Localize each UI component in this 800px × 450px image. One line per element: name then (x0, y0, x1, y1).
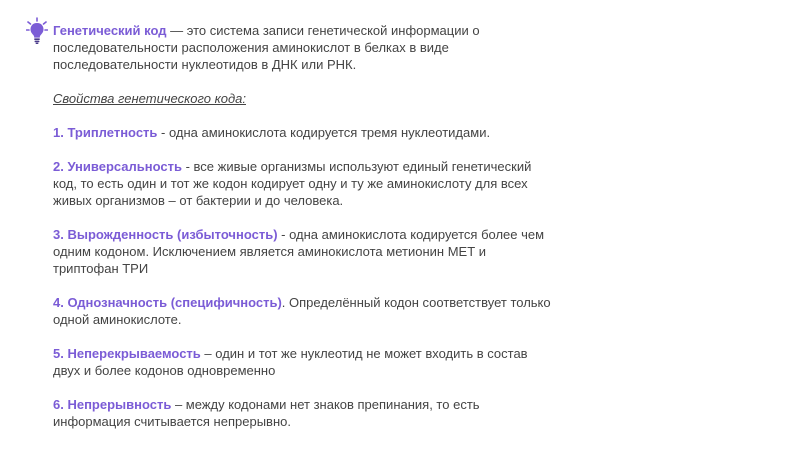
property-text: - одна аминокислота кодируется тремя нуклеотидами. (157, 125, 491, 140)
property-item (53, 345, 553, 379)
property-text: - одна аминокислота кодируется более чем одним кодоном. Исключением является аминокислота метионин МЕТ и триптофан ТРИ (53, 227, 545, 276)
property-name: 5. Неперекрываемость (53, 346, 201, 361)
property-name: 1. Триплетность (53, 125, 158, 140)
property-text: . Определённый кодон соответствует только одной аминокислоте. (53, 295, 551, 327)
lightbulb-icon (26, 17, 48, 45)
property-item (53, 294, 553, 328)
intro-definition: — это система записи генетической информации о последовательности расположения аминокислот в белках в виде последовательности нуклеотидов в ДНК или РНК. (53, 23, 480, 72)
intro-term: Генетический код (53, 23, 167, 38)
property-text: – между кодонами нет знаков препинания, то есть информация считывается непрерывно. (53, 397, 480, 429)
intro-paragraph (53, 22, 553, 73)
property-text: – один и тот же нуклеотид не может входить в состав двух и более кодонов одновременно (53, 346, 528, 378)
properties-subtitle: Свойства генетического кода: (53, 91, 246, 106)
property-text: - все живые организмы используют единый генетический код, то есть один и тот же кодон кодирует одну и ту же аминокислоту для всех живых организмов – от бактерии и до человека. (53, 159, 532, 208)
property-name: 6. Непрерывность (53, 397, 172, 412)
property-name: 3. Вырожденность (избыточность) (53, 227, 278, 242)
property-name: 4. Однозначность (специфичность) (53, 295, 282, 310)
property-item (53, 226, 553, 277)
genetic-code-article (53, 22, 553, 430)
property-name: 2. Универсальность (53, 159, 182, 174)
property-item (53, 396, 553, 430)
property-item (53, 124, 553, 141)
property-item (53, 158, 553, 209)
